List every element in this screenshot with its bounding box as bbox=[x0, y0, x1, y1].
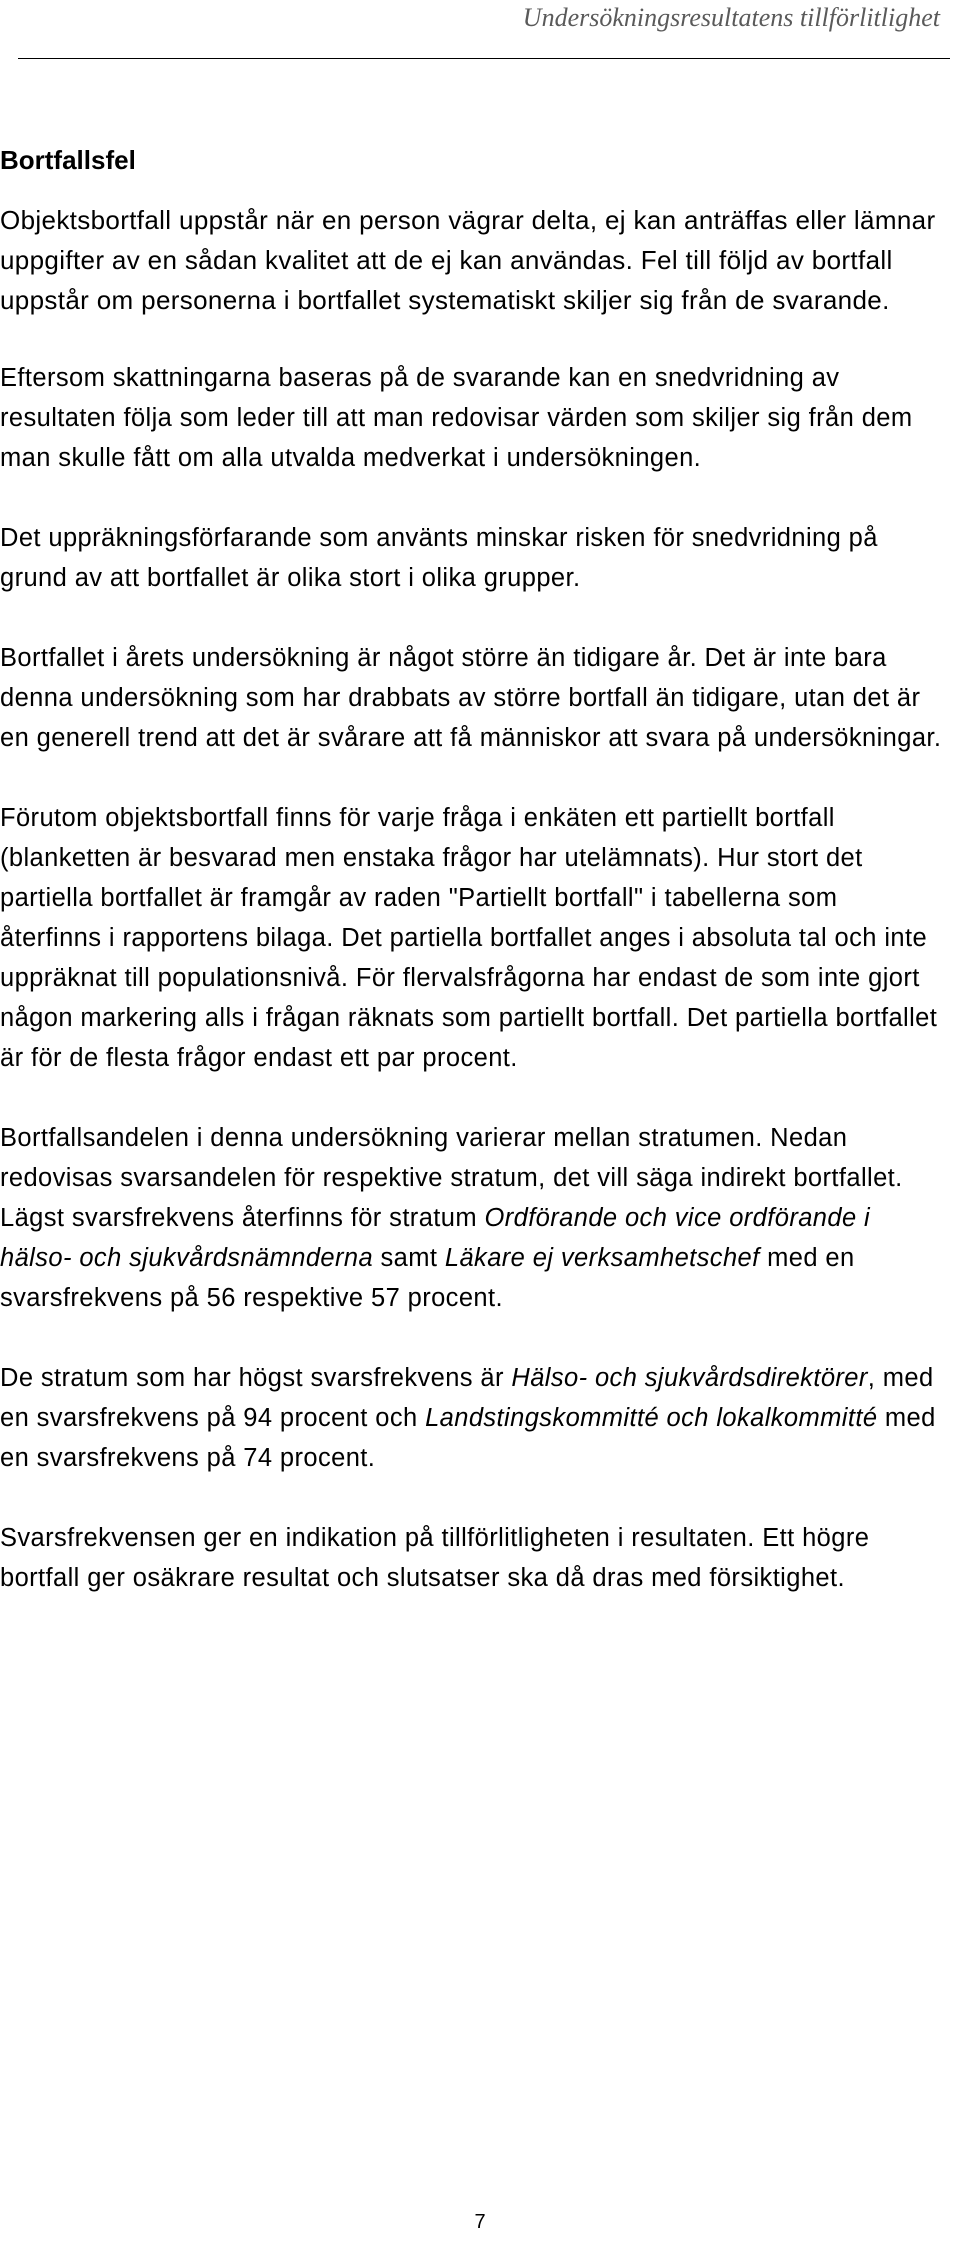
lowest-stratum-1: Ordförande och vice ordförande i hälso- och sjukvårdsnämnderna bbox=[0, 1204, 871, 1272]
paragraph-closing: Svarsfrekvensen ger en indikation på tillförlitligheten i resultaten. Ett högre bortfall ger osäkrare resultat och slutsatser ska då dras med försiktighet. bbox=[0, 1524, 870, 1592]
lowest-joiner-text: samt bbox=[373, 1244, 445, 1272]
lowest-intro-text: Bortfallsandelen i denna undersökning varierar mellan stratumen. Nedan redovisas svarsandelen för respektive stratum, det vill säga indirekt bortfallet. Lägst svarsfrekvens återfinns för stratum bbox=[0, 1124, 903, 1232]
highest-tail-text: med en svarsfrekvens på 74 procent. bbox=[0, 1404, 936, 1472]
paragraph-partial-nonresponse: Förutom objektsbortfall finns för varje fråga i enkäten ett partiellt bortfall (blanketten är besvarad men enstaka frågor har utelämnats). Hur stort det partiella bortfallet är framgår av raden "Partiellt bortfall" i tabellerna som återfinns i rapportens bilaga. Det partiella bortfallet anges i absoluta tal och inte uppräknat till populationsnivå. För flervalsfrågorna har endast de som inte gjort någon markering alls i frågan räknats som partiellt bortfall. Det partiella bortfallet är för de flesta frågor endast ett par procent. bbox=[0, 804, 938, 1072]
highest-stratum-2: Landstingskommitté och lokalkommitté bbox=[425, 1404, 878, 1432]
highest-stratum-1: Hälso- och sjukvårdsdirektörer bbox=[511, 1364, 868, 1392]
lowest-tail-text: med en svarsfrekvens på 56 respektive 57 procent. bbox=[0, 1244, 855, 1312]
section-heading: Bortfallsfel bbox=[0, 145, 136, 175]
lowest-stratum-2: Läkare ej verksamhetschef bbox=[444, 1244, 760, 1272]
paragraph-trend: Bortfallet i årets undersökning är något större än tidigare år. Det är inte bara denna undersökning som har drabbats av större bortfall än tidigare, utan det är en generell trend att det är svårare att få människor att svara på undersökningar. bbox=[0, 644, 942, 752]
page-content bbox=[0, 140, 945, 1638]
paragraph-object-nonresponse: Objektsbortfall uppstår när en person vägrar delta, ej kan anträffas eller lämnar uppgifter av en sådan kvalitet att de ej kan användas. Fel till följd av bortfall uppstår om personerna i bortfallet systematiskt skiljer sig från de svarande. bbox=[0, 205, 936, 315]
highest-intro-text: De stratum som har högst svarsfrekvens är bbox=[0, 1364, 512, 1392]
running-header-title: Undersökningsresultatens tillförlitlighet bbox=[522, 3, 940, 32]
header-divider bbox=[18, 58, 950, 59]
paragraph-lowest-response bbox=[0, 1118, 945, 1318]
paragraph-weighting: Det uppräkningsförfarande som använts minskar risken för snedvridning på grund av att bortfallet är olika stort i olika grupper. bbox=[0, 524, 878, 592]
paragraph-skew-risk: Eftersom skattningarna baseras på de svarande kan en snedvridning av resultaten följa som leder till att man redovisar värden som skiljer sig från dem man skulle fått om alla utvalda medverkat i undersökningen. bbox=[0, 364, 913, 472]
paragraph-highest-response bbox=[0, 1358, 945, 1478]
page-number: 7 bbox=[474, 2211, 486, 2233]
highest-joiner-text: , med en svarsfrekvens på 94 procent och bbox=[0, 1364, 934, 1432]
